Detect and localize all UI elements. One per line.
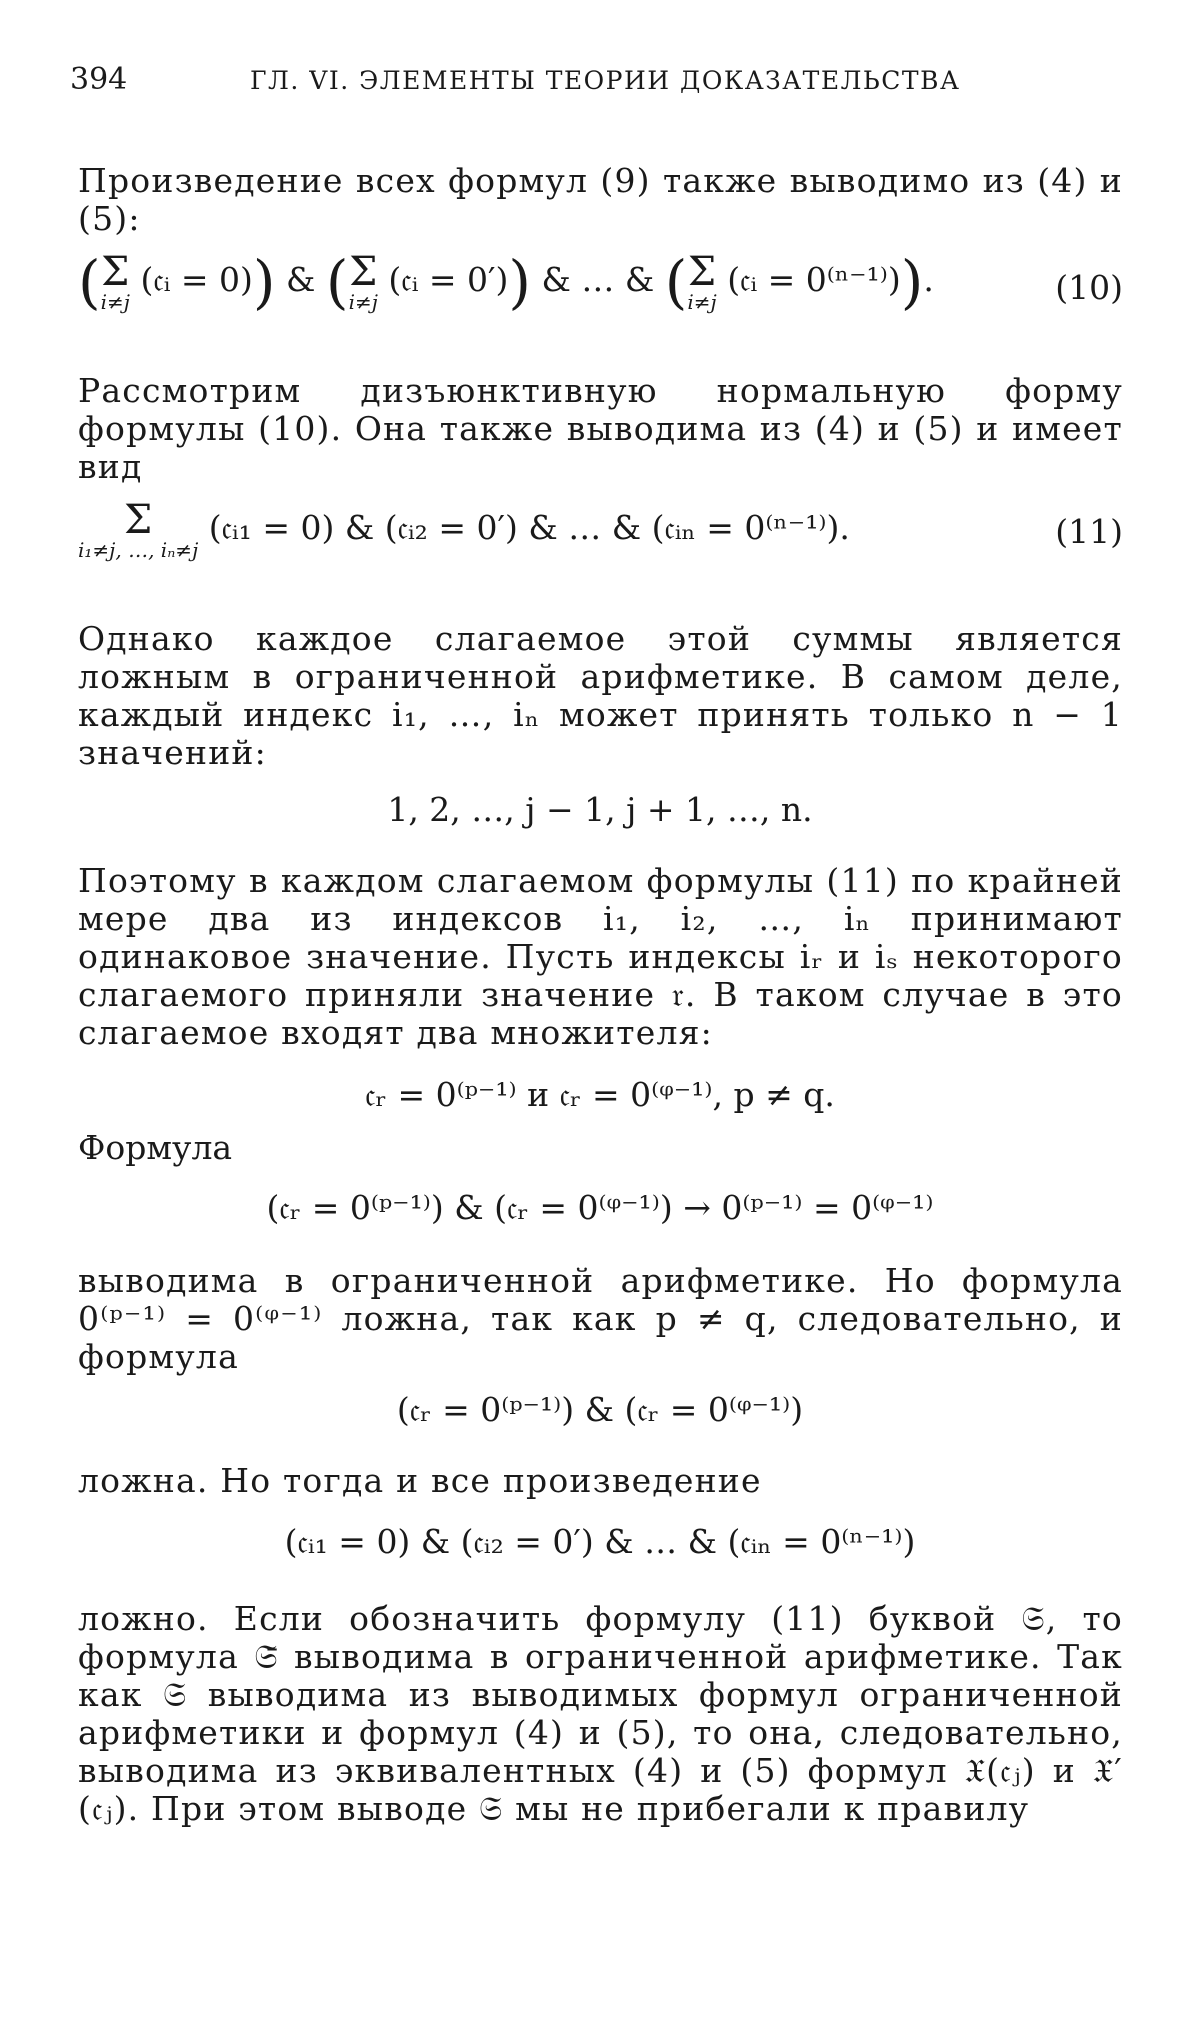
index-values-list: 1, 2, …, j − 1, j + 1, …, n.: [387, 790, 813, 829]
formula-10-term-1: (𝔠ᵢ = 0): [140, 260, 253, 299]
formula-10: [78, 248, 1123, 338]
formula-11-terms: (𝔠ᵢ₁ = 0) & (𝔠ᵢ₂ = 0′) & … & (𝔠ᵢₙ = 0⁽ⁿ⁻¹⁾).: [208, 508, 850, 547]
formula-11: [78, 497, 1123, 590]
formula-10-term-2: (𝔠ᵢ = 0′): [388, 260, 509, 299]
paragraph-dnf: Рассмотрим дизъюнктивную нормальную форму формулы (10). Она также выводима из (4) и (5) и имеет вид: [78, 371, 1123, 486]
formula-10-body: ( Σ i≠j (𝔠ᵢ = 0)) & ( Σ i≠j (𝔠ᵢ = 0′)) & … & ( Σ i≠j (𝔠ᵢ = 0⁽ⁿ⁻¹⁾)).: [78, 248, 934, 316]
paragraph-false-summands: Однако каждое слагаемое этой суммы является ложным в ограниченной арифметике. В самом деле, каждый индекс i₁, …, iₙ может принять только n − 1 значений:: [78, 619, 1123, 772]
sum-symbol: Σ i≠j: [687, 249, 717, 314]
paragraph-derivable: выводима в ограниченной арифметике. Но формула 0⁽ᵖ⁻¹⁾ = 0⁽ᵠ⁻¹⁾ ложна, так как p ≠ q, следовательно, и формула: [78, 1261, 1123, 1376]
implication-formula: (𝔠ᵣ = 0⁽ᵖ⁻¹⁾) & (𝔠ᵣ = 0⁽ᵠ⁻¹⁾) → 0⁽ᵖ⁻¹⁾ = 0⁽ᵠ⁻¹⁾: [266, 1188, 934, 1227]
running-head: [70, 62, 1130, 102]
formula-11-body: [78, 497, 850, 562]
running-title: ГЛ. VI. ЭЛЕМЕНТЫ ТЕОРИИ ДОКАЗАТЕЛЬСТВА: [250, 66, 961, 95]
paragraph-product-of-formulas: Произведение всех формул (9) также выводимо из (4) и (5):: [78, 161, 1123, 238]
label-formula: Формула: [78, 1128, 233, 1167]
sum-symbol: Σ i≠j: [348, 249, 378, 314]
formula-10-term-3: (𝔠ᵢ = 0⁽ⁿ⁻¹⁾): [727, 260, 901, 299]
page-number: 394: [70, 62, 128, 97]
conjunction-formula: (𝔠ᵣ = 0⁽ᵖ⁻¹⁾) & (𝔠ᵣ = 0⁽ᵠ⁻¹⁾): [396, 1390, 804, 1429]
equation-number-11: (11): [1055, 512, 1123, 551]
paragraph-conclusion: ложно. Если обозначить формулу (11) буквой 𝔖, то формула 𝔖̄ выводима в ограниченной арифметике. Так как 𝔖 выводима из выводимых формул ограниченной арифметики и формул (4) и (5), то она, следовательно, выводима из эквивалентных (4) и (5) формул 𝔛(𝔠ⱼ) и 𝔛′(𝔠ⱼ). При этом выводе 𝔖 мы не прибегали к правилу: [78, 1599, 1123, 1828]
paragraph-two-indices: Поэтому в каждом слагаемом формулы (11) по крайней мере два из индексов i₁, i₂, …, iₙ принимают одинаковое значение. Пусть индексы iᵣ и iₛ некоторого слагаемого приняли значение 𝔯. В таком случае в это слагаемое входят два множителя:: [78, 861, 1123, 1052]
sum-symbol: Σ i≠j: [100, 249, 130, 314]
paragraph-false: ложна. Но тогда и все произведение: [78, 1461, 762, 1500]
sum-symbol: Σ i₁≠j, …, iₙ≠j: [78, 497, 199, 562]
product-formula: (𝔠ᵢ₁ = 0) & (𝔠ᵢ₂ = 0′) & … & (𝔠ᵢₙ = 0⁽ⁿ⁻¹⁾): [284, 1522, 916, 1561]
two-factors-formula: 𝔠ᵣ = 0⁽ᵖ⁻¹⁾ и 𝔠ᵣ = 0⁽ᵠ⁻¹⁾, p ≠ q.: [365, 1075, 835, 1114]
equation-number-10: (10): [1055, 268, 1123, 307]
